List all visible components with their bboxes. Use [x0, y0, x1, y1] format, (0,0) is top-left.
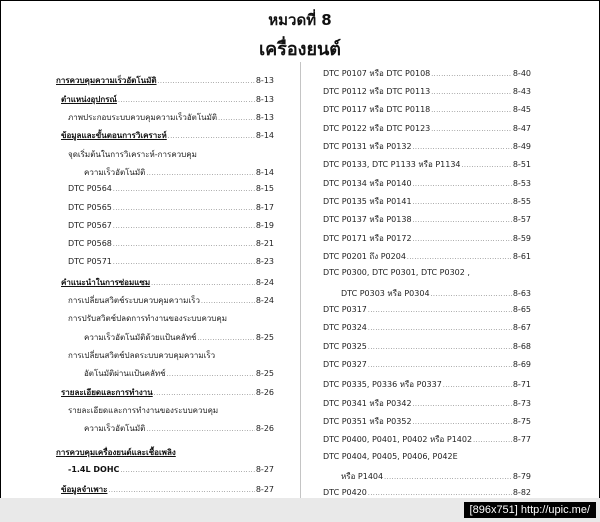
toc-page-number: 8-77	[512, 435, 531, 444]
left-toc-entry	[56, 446, 274, 460]
toc-entry-text: DTC P0122 หรือ DTC P0123	[323, 124, 431, 133]
toc-page-number: 8-14	[255, 168, 274, 177]
toc-entry-text: DTC P0351 หรือ P0352	[323, 417, 412, 426]
toc-entry-text: DTC P0131 หรือ P0132	[323, 142, 412, 151]
toc-page-number: 8-21	[255, 239, 274, 248]
right-toc-entry	[323, 140, 531, 154]
left-toc-entry	[56, 129, 274, 143]
toc-entry-text: อัตโนมัติผ่านแป้นคลัทช์	[84, 369, 166, 378]
toc-entry-text: DTC P0201 ถึง P0204	[323, 252, 406, 261]
toc-left-column	[56, 62, 274, 498]
toc-right-column	[323, 62, 531, 498]
toc-entry-text: การควบคุมความเร็วอัตโนมัติ	[56, 76, 157, 85]
toc-page-number: 8-27	[255, 485, 274, 494]
toc-page-number: 8-65	[512, 305, 531, 314]
toc-page-number: 8-68	[512, 342, 531, 351]
toc-entry-text: DTC P0171 หรือ P0172	[323, 234, 412, 243]
left-toc-entry	[56, 465, 274, 479]
toc-page-number: 8-27	[255, 465, 274, 474]
dot-leader	[413, 401, 512, 408]
left-toc-entry	[56, 331, 274, 345]
toc-entry-text: DTC P0327	[323, 360, 367, 369]
left-toc-entry	[56, 483, 274, 497]
toc-page-number: 8-71	[512, 380, 531, 389]
column-divider	[300, 62, 301, 498]
chapter-heading: หมวดที่ 8	[268, 11, 332, 29]
right-toc-entry	[323, 452, 531, 466]
toc-entry-text: ตำแหน่งอุปกรณ์	[61, 95, 117, 104]
dot-leader	[413, 199, 512, 206]
toc-page-number: 8-63	[512, 289, 531, 298]
dot-leader	[384, 474, 512, 481]
toc-entry-text: ความเร็วอัตโนมัติ	[84, 424, 146, 433]
toc-entry-text: DTC P0117 หรือ DTC P0118	[323, 105, 431, 114]
toc-entry-text: การเปลี่ยนสวิตช์ระบบควบคุมความเร็ว	[68, 296, 200, 305]
toc-entry-text: การปรับสวิตช์ปลดการทำงานของระบบควบคุม	[68, 314, 228, 323]
toc-page-number: 8-14	[255, 131, 274, 140]
toc-page-number: 8-25	[255, 333, 274, 342]
toc-entry-text: DTC P0317	[323, 305, 367, 314]
right-toc-entry	[323, 323, 531, 337]
dot-leader	[118, 97, 255, 104]
toc-page-number: 8-73	[512, 399, 531, 408]
toc-entry-text: DTC P0420	[323, 488, 367, 497]
toc-page-number: 8-47	[512, 124, 531, 133]
right-toc-entry	[323, 67, 531, 81]
toc-entry-text: DTC P0400, P0401, P0402 หรือ P1402	[323, 435, 473, 444]
toc-entry-text: ข้อมูลจำเพาะ	[61, 485, 108, 494]
toc-page-number: 8-79	[512, 472, 531, 481]
toc-page-number: 8-25	[255, 369, 274, 378]
dot-leader	[431, 126, 512, 133]
left-toc-entry	[56, 312, 274, 326]
dot-leader	[151, 280, 255, 287]
toc-entry-text: DTC P0303 หรือ P0304	[341, 289, 430, 298]
dot-leader	[113, 241, 255, 248]
left-toc-entry	[56, 203, 274, 217]
toc-page-number: 8-69	[512, 360, 531, 369]
toc-entry-text: หรือ P1404	[341, 472, 384, 481]
dot-leader	[146, 170, 254, 177]
toc-page-number: 8-26	[255, 424, 274, 433]
right-toc-entry	[323, 305, 531, 319]
toc-entry-text: DTC P0564	[68, 184, 112, 193]
left-toc-entry	[56, 386, 274, 400]
dot-leader	[407, 254, 512, 261]
left-toc-entry	[56, 239, 274, 253]
left-toc-entry	[56, 367, 274, 381]
chapter-title: เครื่องยนต์	[258, 39, 341, 60]
right-toc-entry	[323, 287, 531, 301]
left-toc-entry	[56, 404, 274, 418]
toc-page-number: 8-19	[255, 221, 274, 230]
dot-leader	[431, 291, 512, 298]
right-toc-entry	[323, 122, 531, 136]
dot-leader	[146, 426, 254, 433]
right-toc-entry	[323, 103, 531, 117]
toc-page-number: 8-40	[512, 69, 531, 78]
toc-entry-text: รายละเอียดและการทำงาน	[61, 388, 153, 397]
dot-leader	[368, 362, 512, 369]
toc-entry-text: DTC P0341 หรือ P0342	[323, 399, 412, 408]
dot-leader	[413, 419, 512, 426]
right-toc-entry	[323, 488, 531, 498]
toc-entry-text: จุดเริ่มต้นในการวิเคราะห์-การควบคุม	[68, 150, 197, 159]
toc-page-number: 8-53	[512, 179, 531, 188]
left-toc-entry	[56, 294, 274, 308]
right-toc-entry	[323, 433, 531, 447]
toc-page-number: 8-75	[512, 417, 531, 426]
toc-page-number: 8-24	[255, 278, 274, 287]
dot-leader	[197, 335, 254, 342]
toc-page-number: 8-15	[255, 184, 274, 193]
dot-leader	[473, 437, 512, 444]
toc-entry-text: DTC P0404, P0405, P0406, P042E	[323, 452, 458, 461]
toc-entry-text: DTC P0565	[68, 203, 112, 212]
dot-leader	[368, 490, 512, 497]
toc-entry-text: DTC P0567	[68, 221, 112, 230]
toc-page-number: 8-24	[255, 296, 274, 305]
dot-leader	[462, 162, 512, 169]
toc-page-number: 8-51	[512, 160, 531, 169]
right-toc-entry	[323, 378, 531, 392]
toc-entry-text: DTC P0325	[323, 342, 367, 351]
dot-leader	[113, 223, 255, 230]
toc-page-number: 8-23	[255, 257, 274, 266]
toc-entry-text: ข้อมูลและขั้นตอนการวิเคราะห์	[61, 131, 167, 140]
right-toc-entry	[323, 232, 531, 246]
toc-entry-text: DTC P0135 หรือ P0141	[323, 197, 412, 206]
toc-page-number: 8-57	[512, 215, 531, 224]
dot-leader	[431, 107, 512, 114]
toc-entry-text: DTC P0137 หรือ P0138	[323, 215, 412, 224]
left-toc-entry	[56, 93, 274, 107]
right-toc-entry	[323, 360, 531, 374]
right-toc-entry	[323, 177, 531, 191]
dot-leader	[120, 467, 254, 474]
right-toc-entry	[323, 195, 531, 209]
dot-leader	[413, 144, 512, 151]
toc-entry-text: รายละเอียดและการทำงานของระบบควบคุม	[68, 406, 219, 415]
toc-page-number: 8-49	[512, 142, 531, 151]
toc-entry-text: DTC P0112 หรือ DTC P0113	[323, 87, 431, 96]
toc-entry-text: DTC P0133, DTC P1133 หรือ P1134	[323, 160, 461, 169]
dot-leader	[368, 307, 512, 314]
toc-page-number: 8-55	[512, 197, 531, 206]
dot-leader	[218, 115, 255, 122]
toc-entry-text: DTC P0107 หรือ DTC P0108	[323, 69, 431, 78]
right-toc-entry	[323, 85, 531, 99]
toc-entry-text: ความเร็วอัตโนมัติ	[84, 168, 146, 177]
toc-page-number: 8-59	[512, 234, 531, 243]
left-toc-entry	[56, 74, 274, 88]
toc-page-number: 8-26	[255, 388, 274, 397]
dot-leader	[108, 487, 254, 494]
left-toc-entry	[56, 422, 274, 436]
dot-leader	[168, 133, 255, 140]
right-toc-entry	[323, 397, 531, 411]
toc-page-number: 8-45	[512, 105, 531, 114]
toc-entry-text: ความเร็วอัตโนมัติด้วยแป้นคลัทช์	[84, 333, 197, 342]
toc-page-number: 8-17	[255, 203, 274, 212]
left-toc-entry	[56, 184, 274, 198]
dot-leader	[368, 344, 512, 351]
dot-leader	[413, 181, 512, 188]
right-toc-entry	[323, 250, 531, 264]
left-toc-entry	[56, 257, 274, 271]
toc-page-number: 8-13	[255, 95, 274, 104]
toc-entry-text: DTC P0324	[323, 323, 367, 332]
dot-leader	[113, 259, 255, 266]
toc-page-number: 8-82	[512, 488, 531, 497]
dot-leader	[413, 236, 512, 243]
dot-leader	[413, 217, 512, 224]
dot-leader	[431, 89, 512, 96]
right-toc-entry	[323, 342, 531, 356]
dot-leader	[154, 390, 255, 397]
toc-page-number: 8-13	[255, 113, 274, 122]
right-toc-entry	[323, 158, 531, 172]
toc-entry-text: การควบคุมเครื่องยนต์และเชื้อเพลิง	[56, 448, 176, 457]
right-toc-entry	[323, 213, 531, 227]
toc-entry-text: ภาพประกอบระบบควบคุมความเร็วอัตโนมัติ	[68, 113, 218, 122]
dot-leader	[201, 298, 255, 305]
dot-leader	[113, 186, 255, 193]
toc-entry-text: DTC P0568	[68, 239, 112, 248]
left-toc-entry	[56, 166, 274, 180]
dot-leader	[167, 371, 255, 378]
watermark: [896x751] http://upic.me/	[464, 502, 596, 518]
right-toc-entry	[323, 268, 531, 282]
left-toc-entry	[56, 111, 274, 125]
toc-page-number: 8-67	[512, 323, 531, 332]
dot-leader	[113, 205, 255, 212]
toc-entry-text: DTC P0335, P0336 หรือ P0337	[323, 380, 442, 389]
dot-leader	[158, 78, 255, 85]
dot-leader	[443, 382, 512, 389]
right-toc-entry	[323, 415, 531, 429]
left-toc-entry	[56, 276, 274, 290]
left-toc-entry	[56, 349, 274, 363]
right-toc-entry	[323, 470, 531, 484]
dot-leader	[431, 71, 512, 78]
toc-page-number: 8-43	[512, 87, 531, 96]
toc-entry-text: DTC P0571	[68, 257, 112, 266]
left-toc-entry	[56, 221, 274, 235]
left-toc-entry	[56, 148, 274, 162]
toc-entry-text: -1.4L DOHC	[68, 465, 120, 474]
toc-entry-text: คำแนะนำในการซ่อมแซม	[61, 278, 151, 287]
dot-leader	[368, 325, 512, 332]
toc-entry-text: การเปลี่ยนสวิตช์ปลดระบบควบคุมความเร็ว	[68, 351, 216, 360]
toc-entry-text: DTC P0300, DTC P0301, DTC P0302 ,	[323, 268, 470, 277]
toc-entry-text: DTC P0134 หรือ P0140	[323, 179, 412, 188]
toc-page-number: 8-61	[512, 252, 531, 261]
toc-page-number: 8-13	[255, 76, 274, 85]
